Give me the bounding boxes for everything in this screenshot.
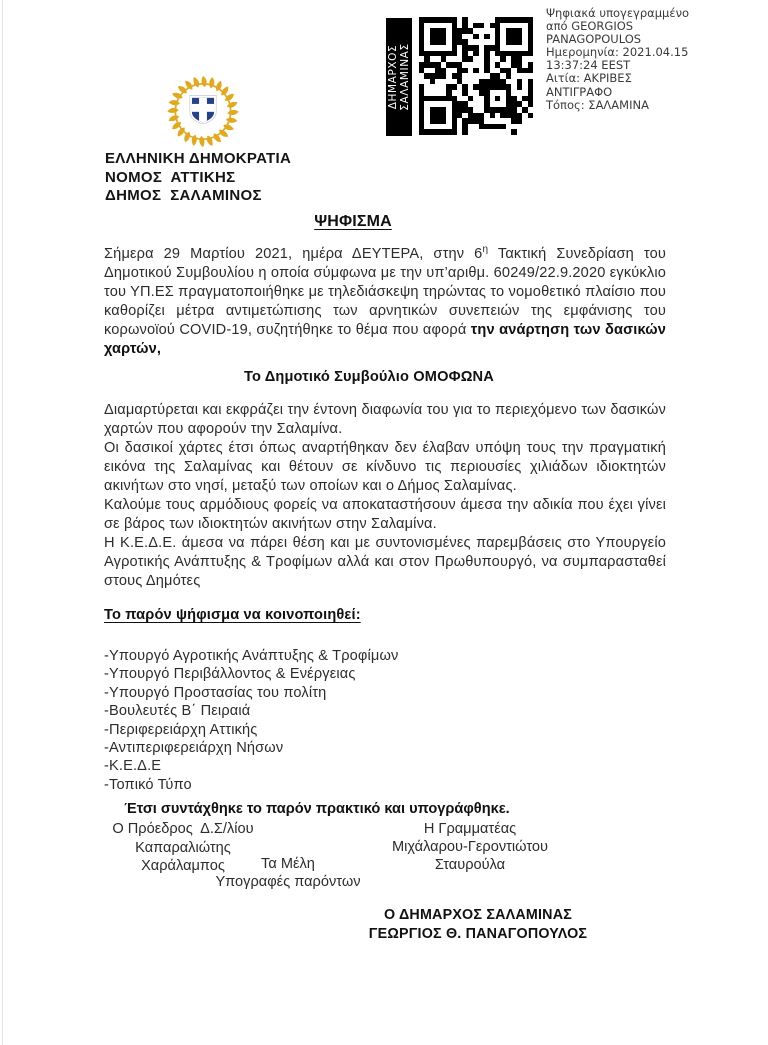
resolution-statement-4: Η Κ.Ε.Δ.Ε. άμεσα να πάρει θέση και με συντονισμένες παρεμβάσεις στο Υπουργείο Αγροτικής Ανάπτυξης & Τροφίμων αλλά και στον Πρωθυπουργό, να συμπαρασταθεί στους Δημότες [104, 535, 666, 589]
mayor-title: Ο ΔΗΜΑΡΧΟΣ ΣΑΛΑΜΙΝΑΣ [383, 907, 573, 923]
notify-list [104, 647, 666, 794]
qr-code-frame [414, 12, 538, 140]
page-edge-line [2, 0, 3, 1045]
notify-item: -Αντιπεριφερειάρχη Νήσων [104, 740, 284, 757]
qr-label-line1: ΔΗΜΑΡΧΟΣ [387, 44, 399, 110]
qr-label-line2: ΣΑΛΑΜΙΝΑΣ [399, 43, 411, 111]
notify-heading [104, 606, 666, 625]
org-header-line-2: ΝΟΜΟΣ ΑΤΤΙΚΗΣ [105, 168, 236, 186]
secretary-name: Μιχάλαρου-Γεροντιώτου Σταυρούλα [392, 839, 548, 873]
org-header-line-1: ΕΛΛΗΝΙΚΗ ΔΗΜΟΚΡΑΤΙΑ [105, 150, 292, 167]
notify-item: -Υπουργό Αγροτικής Ανάπτυξης & Τροφίμων [104, 648, 399, 664]
resolution-statement-1: Διαμαρτύρεται και εκφράζει την έντονη διαφωνία του για το περιεχόμενο των δασικών χαρτών που αφορούν την Σαλαμίνα. [104, 402, 666, 437]
notify-item: -Κ.Ε.Δ.Ε [104, 758, 162, 775]
qr-label-text [386, 18, 412, 136]
notify-item: -Τοπικό Τύπο [104, 776, 192, 793]
notify-item: -Περιφερειάρχη Αττικής [104, 721, 258, 738]
opening-text-continued: Τακτική Συνεδρίαση του Δημοτικού Συμβουλίου η οποία σύμφωνα με την υπ’αριθμ. 60249/22.9.2020 εγκύκλιο του ΥΠ.ΕΣ πραγματοποιήθηκε με τηλεδιάσκεψη τηρώντας το νομοθετικό πλαίσιο που καθορίζει μέτρα αντιμετώπισης των αρνητικών συνεπειών της εμφάνισης του κορωνοϊού COVID-19, συζητήθηκε το θέμα που αφορά [104, 246, 666, 338]
cross-shield [190, 96, 216, 124]
notify-item: -Υπουργό Περιβάλλοντος & Ενέργειας [104, 666, 356, 683]
president-title: Ο Πρόεδρος Δ.Σ/λίου [112, 821, 254, 837]
resolution-statement-2: Οι δασικοί χάρτες έτσι όπως αναρτήθηκαν δεν έλαβαν υπόψη τους την πραγματική εικόνα της Σαλαμίνας και θέτουν σε κίνδυνο τις περιουσίες χιλιάδων ιδιοκτητών ακινήτων στο νησί, μεταξύ των οποίων και ο Δήμος Σαλαμίνας. [104, 440, 666, 494]
notify-heading-text: Το παρόν ψήφισμα να κοινοποιηθεί: [104, 607, 361, 623]
subject-bold-text: την ανάρτηση των δασικών χαρτών, [104, 322, 666, 357]
qr-label-strip [386, 18, 412, 136]
resolution-statement-3: Καλούμε τους αρμόδιους φορείς να αποκαταστήσουν άμεσα την αδικία που έχει γίνει σε βάρος των ιδιοκτητών ακινήτων στην Σαλαμίνα. [104, 497, 666, 532]
mayor-signature-block [358, 906, 598, 943]
digital-signature-line: Τόπος: ΣΑΛΑΜΙΝΑ [546, 97, 649, 112]
members-line: Τα Μέλη [261, 856, 315, 872]
notify-item: -Βουλευτές Β΄ Πειραιά [104, 703, 251, 720]
digital-signature-line: Ημερομηνία: 2021.04.15 [546, 45, 689, 60]
digital-signature-line: ΑΝΤΙΓΡΑΦΟ [546, 84, 613, 99]
qr-code [419, 17, 533, 135]
unanimous-resolution-line: Το Δημοτικό Συμβούλιο ΟΜΟΦΩΝΑ [244, 369, 494, 385]
paragraph-opening [104, 245, 666, 359]
greek-coat-of-arms-icon [148, 72, 258, 151]
digital-signature-line: Ψηφιακά υπογεγραμμένο [546, 6, 690, 20]
org-header-line-3: ΔΗΜΟΣ ΣΑΛΑΜΙΝΟΣ [105, 187, 262, 204]
org-header [105, 150, 291, 206]
ordinal-superscript: η [482, 244, 489, 256]
doc-title-text: ΨΗΦΙΣΜΑ [314, 213, 392, 230]
doc-title [104, 212, 602, 231]
digital-signature-block [546, 7, 761, 112]
secretary-title: Η Γραμματέας [423, 821, 517, 837]
mayor-name: ΓΕΩΡΓΙΟΣ Θ. ΠΑΝΑΓΟΠΟΥΛΟΣ [368, 925, 588, 942]
digital-signature-line: 13:37:24 EEST [546, 58, 631, 73]
opening-text: Σήμερα 29 Μαρτίου 2021, ημέρα ΔΕΥΤΕΡΑ, στην 6 [104, 246, 483, 262]
digital-signature-line: PANAGOPOULOS [546, 32, 642, 47]
president-name: Καπαραλιώτης Χαράλαμπος [135, 840, 231, 874]
digital-signature-line: από GEORGIOS [546, 19, 634, 34]
closing-drafted-line: Έτσι συντάχθηκε το παρόν πρακτικό και υπογράφθηκε. [124, 801, 510, 817]
members-block [104, 856, 472, 891]
digital-signature-line: Αιτία: ΑΚΡΙΒΕΣ [546, 71, 632, 86]
document-body [104, 212, 666, 794]
notify-item: -Υπουργό Προστασίας του πολίτη [104, 684, 327, 701]
signatures-present-line: Υπογραφές παρόντων [215, 873, 361, 890]
